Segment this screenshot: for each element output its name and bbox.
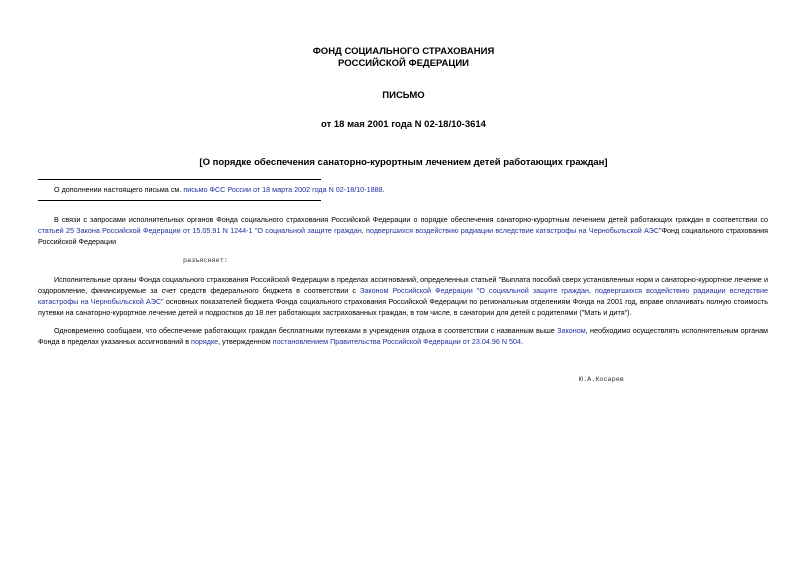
amendment-note (54, 185, 385, 194)
explains-label: разъясняет: (183, 257, 228, 265)
paragraph-executive-bodies (38, 274, 768, 318)
paragraph-free-vouchers (38, 325, 768, 347)
organization-line-1: ФОНД СОЦИАЛЬНОГО СТРАХОВАНИЯ (312, 46, 495, 57)
organization-line-2: РОССИЙСКОЙ ФЕДЕРАЦИИ (337, 58, 469, 69)
organization-name (0, 46, 807, 70)
paragraph-vouchers-text-1: Одновременно сообщаем, что обеспечение работающих граждан бесплатными путевками в учреждения отдыха в соответствии с названным выше (54, 326, 558, 335)
paragraph-executive-text-1: Исполнительные органы Фонда социального страхования Российской Федерации в пределах ассигнований, определенных статьей "Выплата пособий сверх установленных норм и санаторно-курортное лечение и оздоровление, финансируемые за счет средств федерального бюджета в соответствии с (38, 275, 768, 295)
signer-name: Ю.А.Косарев (579, 376, 624, 384)
government-resolution-link[interactable]: постановлением Правительства Российской Федерации от 23.04.96 N 504 (272, 337, 522, 346)
document-date-number: от 18 мая 2001 года N 02-18/10-3614 (321, 119, 486, 130)
paragraph-intro (38, 214, 768, 247)
note-divider-top (38, 179, 321, 180)
document-subject: [О порядке обеспечения санаторно-курортным лечением детей работающих граждан] (199, 157, 608, 168)
amendment-note-text: О дополнении настоящего письма см. (54, 185, 184, 194)
law-link[interactable]: Законом (557, 326, 586, 335)
paragraph-vouchers-text-2: , необходимо осуществлять исполнительным органам Фонда в пределах указанных ассигнований в (38, 326, 769, 346)
note-divider-bottom (38, 200, 321, 201)
chernobyl-law-link[interactable]: Законом Российской Федерации "О социальной защите граждан, подвергшихся воздействию радиации вследствие катастрофы на Чернобыльской АЭС" (38, 286, 769, 306)
paragraph-vouchers-text-3: , утвержденном (218, 337, 273, 346)
paragraph-intro-text-2: Фонд социального страхования Российской Федерации (38, 226, 768, 246)
procedure-link[interactable]: порядке (191, 337, 219, 346)
paragraph-vouchers-text-4: . (521, 337, 524, 346)
law-article-25-link[interactable]: статьей 25 Закона Российской Федерации от 15.05.91 N 1244-1 "О социальной защите граждан, подвергшихся воздействию радиации вследствие катастрофы на Чернобыльской АЭС" (38, 226, 662, 235)
amendment-note-end: . (382, 185, 385, 194)
paragraph-executive-text-2: основных показателей бюджета Фонда социального страхования Российской Федерации по региональным отделениям Фонда на 2001 год, вправе оплачивать полную стоимость путевки на санаторно-курортное лечение детей и подростков до 18 лет работающих застрахованных граждан, в том числе, в санатории для детей с родителями ("Мать и дитя"). (38, 297, 768, 317)
document-type: ПИСЬМО (382, 90, 425, 101)
paragraph-intro-text-1: В связи с запросами исполнительных органов Фонда социального страхования Российской Федерации о порядке обеспечения санаторно-курортным лечением детей работающих граждан в соответствии со (54, 215, 768, 224)
amendment-letter-link[interactable]: письмо ФСС России от 18 марта 2002 года N 02-18/10-1888 (183, 185, 383, 194)
